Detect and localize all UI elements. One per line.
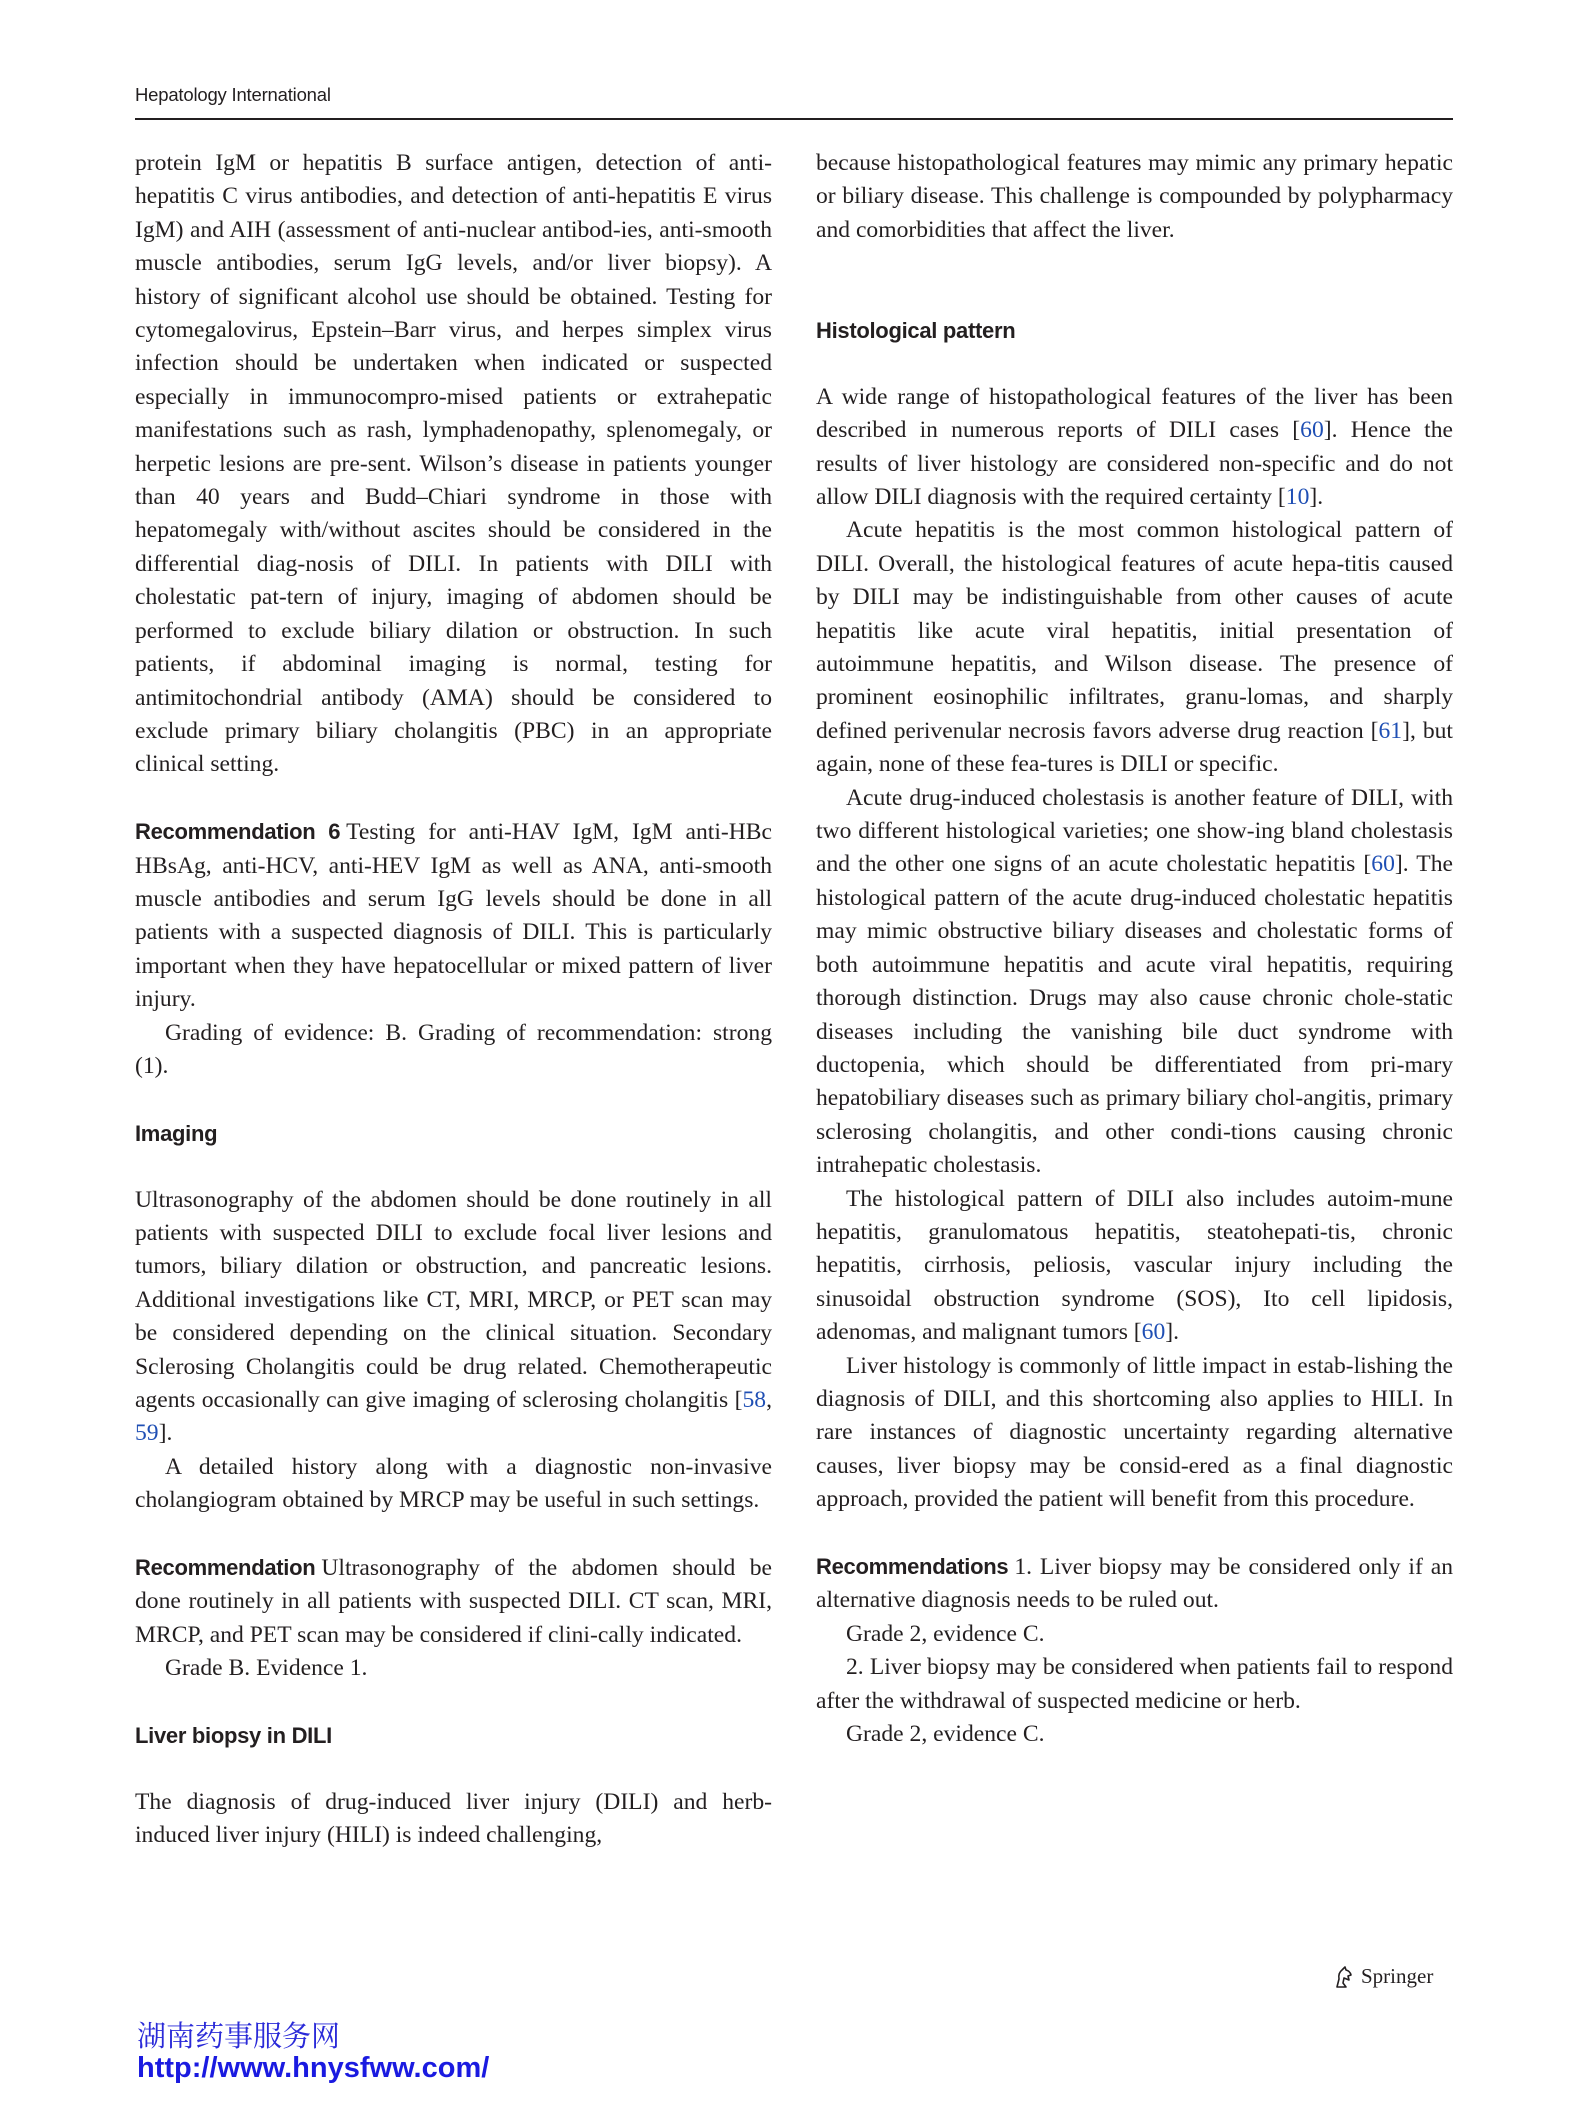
recommendation-label: Recommendation 6 — [135, 819, 341, 845]
citation-link[interactable]: 60 — [1371, 851, 1395, 878]
paragraph-text: ]. Hence the results of liver histology are considered non-specific and do not allow DILI diagnosis with the required certainty [ — [816, 417, 1453, 511]
paragraph-text: A wide range of histopathological features of the liver has been described in numerous reports of DILI cases [ — [816, 383, 1453, 444]
recommendations — [816, 1550, 1453, 1618]
citation-link[interactable]: 60 — [1141, 1319, 1166, 1346]
citation-link[interactable]: 10 — [1285, 484, 1310, 511]
recommendation-label: Recommendations — [816, 1554, 1009, 1579]
recommendation-text: Ultrasonography of the abdomen should be done routinely in all patients with suspected DILI. CT scan, MRI, MRCP, and PET scan may be considered if clini-cally indicated. — [135, 1555, 772, 1648]
left-column — [135, 147, 772, 1853]
publisher-logo — [1333, 1964, 1433, 1989]
section-heading-histological-pattern: Histological pattern — [816, 318, 1016, 343]
paragraph-text: ]. — [1165, 1319, 1180, 1346]
recommendation-text: Testing for anti-HAV IgM, IgM anti-HBc HBsAg, anti-HCV, anti-HEV IgM as well as ANA, anti-smooth muscle antibodies and serum IgG levels should be done in all patients with a suspected diagnosis of DILI. This is particularly important when they have hepatocellular or mixed pattern of liver injury. — [135, 819, 772, 1013]
recommendation — [135, 1551, 772, 1652]
paragraph-text: ]. The histological pattern of the acute drug-induced cholestatic hepatitis may mimic obstructive biliary diseases and cholestatic forms of both autoimmune hepatitis and acute viral hepatitis, requiring thorough distinction. Drugs may also cause chronic chole-static diseases including the vanishing bile duct syndrome with ductopenia, which should be differentiated from pri-mary hepatobiliary diseases such as primary biliary chol-angitis, primary sclerosing cholangitis, and other condi-tions causing chronic intrahepatic cholestasis. — [816, 851, 1453, 1179]
paragraph — [816, 1183, 1453, 1350]
paragraph-text: ], but again, none of these fea-tures is DILI or specific. — [816, 717, 1453, 778]
running-head: Hepatology International — [135, 84, 331, 105]
citation-link[interactable]: 59 — [135, 1420, 159, 1447]
citation-link[interactable]: 61 — [1378, 717, 1403, 744]
recommendation-grade: Grade 2, evidence C. — [846, 1721, 1045, 1748]
recommendation-label: Recommendation — [135, 1555, 316, 1580]
paragraph: because histopathological features may mimic any primary hepatic or biliary disease. This challenge is compounded by polypharmacy and comorbidities that affect the liver. — [816, 150, 1453, 243]
paragraph-text: ]. — [1309, 484, 1324, 511]
paragraph-text: The histological pattern of DILI also includes autoim-mune hepatitis, granulomatous hepatitis, steatohepati-tis, chronic hepatitis, cirrhosis, peliosis, vascular injury including the sinusoidal obstruction syndrome (SOS), Ito cell lipidosis, adenomas, and malignant tumors [ — [816, 1185, 1453, 1346]
citation-link[interactable]: 58 — [742, 1386, 767, 1413]
paragraph — [816, 782, 1453, 1183]
paragraph: A detailed history along with a diagnostic non-invasive cholangiogram obtained by MRCP may be useful in such settings. — [135, 1453, 772, 1514]
recommendation-grade: Grade 2, evidence C. — [846, 1620, 1045, 1647]
right-column — [816, 147, 1453, 1751]
paragraph: protein IgM or hepatitis B surface antigen, detection of anti-hepatitis C virus antibodies, and detection of anti-hepatitis E virus IgM) and AIH (assessment of anti-nuclear antibod-ies, anti-smooth muscle antibodies, serum IgG levels, and/or liver biopsy). A history of significant alcohol use should be obtained. Testing for cytomegalovirus, Epstein–Barr virus, and herpes simplex virus infection should be undertaken when indicated or suspected especially in immunocompro-mised patients or extrahepatic manifestations such as rash, lymphadenopathy, splenomegaly, or herpetic lesions are pre-sent. Wilson’s disease in patients younger than 40 years and Budd–Chiari syndrome in those with hepatomegaly with/without ascites should be considered in the differential diag-nosis of DILI. In patients with DILI with cholestatic pat-tern of injury, imaging of abdomen should be performed to exclude biliary dilation or obstruction. In such patients, if abdominal imaging is normal, testing for antimitochondrial antibody (AMA) should be considered to exclude primary biliary cholangitis (PBC) in an appropriate clinical setting. — [135, 150, 772, 778]
header-rule — [135, 118, 1453, 120]
section-heading-liver-biopsy: Liver biopsy in DILI — [135, 1723, 332, 1749]
paragraph: Liver histology is commonly of little impact in estab-lishing the diagnosis of DILI, and this shortcoming also applies to HILI. In rare instances of diagnostic uncertainty regarding alternative causes, liver biopsy may be consid-ered as a final diagnostic approach, provided the patient will benefit from this procedure. — [816, 1352, 1453, 1513]
paragraph — [816, 514, 1453, 781]
recommendation-grade: Grading of evidence: B. Grading of recommendation: strong (1). — [135, 1019, 772, 1079]
publisher-name: Springer — [1361, 1964, 1434, 1988]
paragraph — [816, 381, 1453, 515]
section-heading-imaging: Imaging — [135, 1120, 218, 1146]
paragraph: The diagnosis of drug-induced liver injury (DILI) and herb-induced liver injury (HILI) is indeed challenging, — [135, 1788, 772, 1849]
springer-horse-icon — [1333, 1965, 1355, 1989]
recommendation-6 — [135, 815, 772, 1016]
recommendation-text: 2. Liver biopsy may be considered when patients fail to respond after the withdrawal of suspected medicine or herb. — [816, 1654, 1453, 1714]
recommendation-grade: Grade B. Evidence 1. — [165, 1655, 368, 1682]
paragraph-text: ]. — [158, 1420, 173, 1447]
paragraph-text: Acute drug-induced cholestasis is another feature of DILI, with two different histological varieties; one show-ing bland cholestasis and the other one signs of an acute cholestatic hepatitis [ — [816, 784, 1453, 878]
watermark-text: 湖南药事服务网 — [137, 2019, 341, 2053]
citation-separator: , — [766, 1386, 772, 1413]
recommendation-text: 1. Liver biopsy may be considered only if an alternative diagnosis needs to be ruled out. — [816, 1554, 1453, 1614]
paragraph-text: Acute hepatitis is the most common histological pattern of DILI. Overall, the histological features of acute hepa-titis caused by DILI may be indistinguishable from other causes of acute hepatitis like acute viral hepatitis, initial presentation of autoimmune hepatitis, and Wilson disease. The presence of prominent eosinophilic infiltrates, granu-lomas, and sharply defined perivenular necrosis favors adverse drug reaction [ — [816, 517, 1453, 744]
paragraph-text: Ultrasonography of the abdomen should be done routinely in all patients with suspected DILI to exclude focal liver lesions and tumors, biliary dilation or obstruction, and pancreatic lesions. Additional investigations like CT, MRI, MRCP, or PET scan may be considered depending on the clinical situation. Secondary Sclerosing Cholangitis could be drug related. Chemotherapeutic agents occasionally can give imaging of sclerosing cholangitis [ — [135, 1186, 772, 1413]
watermark-link[interactable]: http://www.hnysfww.com/ — [137, 2052, 490, 2084]
paragraph — [135, 1184, 772, 1451]
citation-link[interactable]: 60 — [1300, 417, 1324, 444]
